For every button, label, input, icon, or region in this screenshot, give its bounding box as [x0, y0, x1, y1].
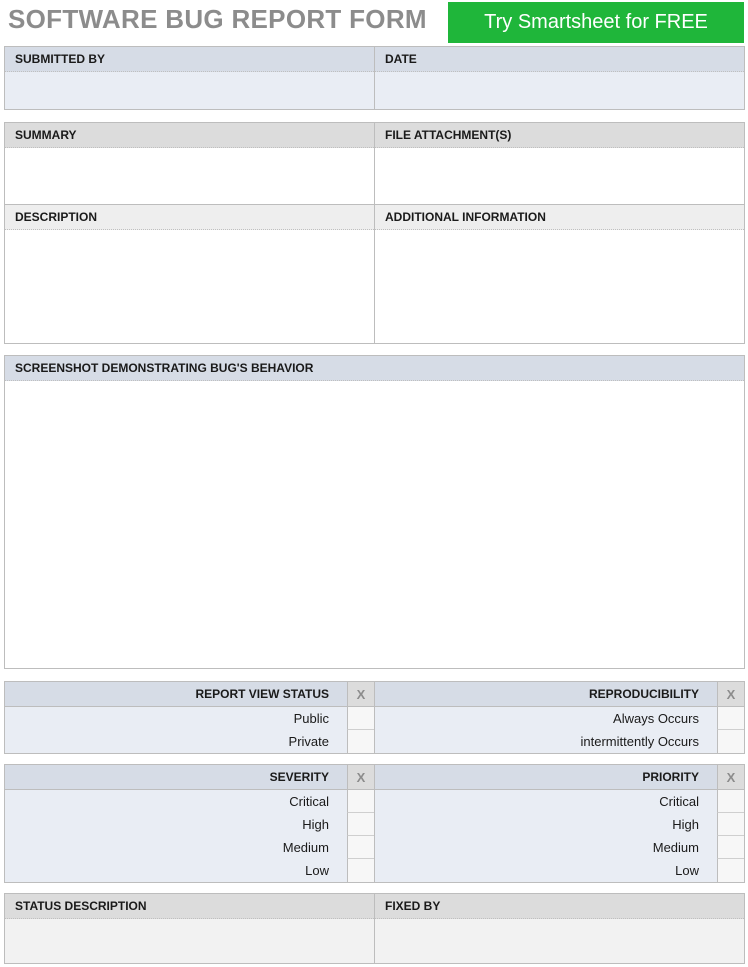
- option-public-checkbox[interactable]: [347, 707, 374, 730]
- description-field: [5, 205, 374, 343]
- option-always-occurs-checkbox[interactable]: [717, 707, 744, 730]
- severity-label: SEVERITY: [269, 770, 329, 784]
- severity-x-header: X: [347, 765, 374, 789]
- screenshot-label: SCREENSHOT DEMONSTRATING BUG'S BEHAVIOR: [5, 356, 744, 381]
- severity-group: [5, 765, 374, 882]
- submitted-by-label: SUBMITTED BY: [5, 47, 374, 72]
- description-input[interactable]: [5, 230, 374, 343]
- resolution-section: [4, 893, 745, 964]
- option-public-label: Public: [293, 711, 329, 726]
- fixed-by-label: FIXED BY: [375, 894, 744, 919]
- severity-critical-label: Critical: [289, 794, 329, 809]
- additional-information-field: [374, 205, 744, 343]
- date-input[interactable]: [375, 72, 744, 109]
- report-view-status-group: [5, 682, 374, 753]
- date-label: DATE: [375, 47, 744, 72]
- severity-high-checkbox[interactable]: [347, 813, 374, 836]
- severity-low-label: Low: [305, 863, 329, 878]
- option-intermittently-occurs-checkbox[interactable]: [717, 730, 744, 753]
- try-smartsheet-button[interactable]: Try Smartsheet for FREE: [448, 2, 744, 43]
- priority-medium-label: Medium: [652, 840, 699, 855]
- reproducibility-group: [374, 682, 744, 753]
- priority-critical-checkbox[interactable]: [717, 790, 744, 813]
- severity-priority-section: [4, 764, 745, 883]
- status-description-field: [5, 894, 374, 963]
- additional-information-label: ADDITIONAL INFORMATION: [375, 205, 744, 230]
- option-private-label: Private: [288, 734, 329, 749]
- summary-label: SUMMARY: [5, 123, 374, 148]
- summary-input[interactable]: [5, 148, 374, 204]
- option-private-checkbox[interactable]: [347, 730, 374, 753]
- status-description-label: STATUS DESCRIPTION: [5, 894, 374, 919]
- screenshot-area[interactable]: [5, 381, 744, 668]
- priority-label: PRIORITY: [642, 770, 699, 784]
- severity-critical-checkbox[interactable]: [347, 790, 374, 813]
- status-reproducibility-section: [4, 681, 745, 754]
- severity-medium-label: Medium: [282, 840, 329, 855]
- priority-high-checkbox[interactable]: [717, 813, 744, 836]
- priority-low-label: Low: [675, 863, 699, 878]
- details-section: [4, 122, 745, 344]
- priority-x-header: X: [717, 765, 744, 789]
- additional-information-input[interactable]: [375, 230, 744, 343]
- description-label: DESCRIPTION: [5, 205, 374, 230]
- option-always-occurs-label: Always Occurs: [613, 711, 699, 726]
- priority-low-checkbox[interactable]: [717, 859, 744, 882]
- report-view-status-label: REPORT VIEW STATUS: [195, 687, 329, 701]
- date-field: [374, 47, 744, 109]
- priority-high-label: High: [672, 817, 699, 832]
- file-attachments-field: [374, 123, 744, 204]
- summary-field: [5, 123, 374, 204]
- report-view-status-x-header: X: [347, 682, 374, 706]
- reproducibility-x-header: X: [717, 682, 744, 706]
- severity-high-label: High: [302, 817, 329, 832]
- fixed-by-input[interactable]: [375, 919, 744, 963]
- priority-critical-label: Critical: [659, 794, 699, 809]
- priority-group: [374, 765, 744, 882]
- file-attachments-input[interactable]: [375, 148, 744, 204]
- file-attachments-label: FILE ATTACHMENT(S): [375, 123, 744, 148]
- option-intermittently-occurs-label: intermittently Occurs: [580, 734, 699, 749]
- fixed-by-field: [374, 894, 744, 963]
- screenshot-section: [4, 355, 745, 669]
- submitted-by-input[interactable]: [5, 72, 374, 109]
- page-title: SOFTWARE BUG REPORT FORM: [8, 4, 427, 34]
- submitter-section: [4, 46, 745, 110]
- priority-medium-checkbox[interactable]: [717, 836, 744, 859]
- severity-medium-checkbox[interactable]: [347, 836, 374, 859]
- submitted-by-field: [5, 47, 374, 109]
- status-description-input[interactable]: [5, 919, 374, 963]
- severity-low-checkbox[interactable]: [347, 859, 374, 882]
- reproducibility-label: REPRODUCIBILITY: [588, 687, 699, 701]
